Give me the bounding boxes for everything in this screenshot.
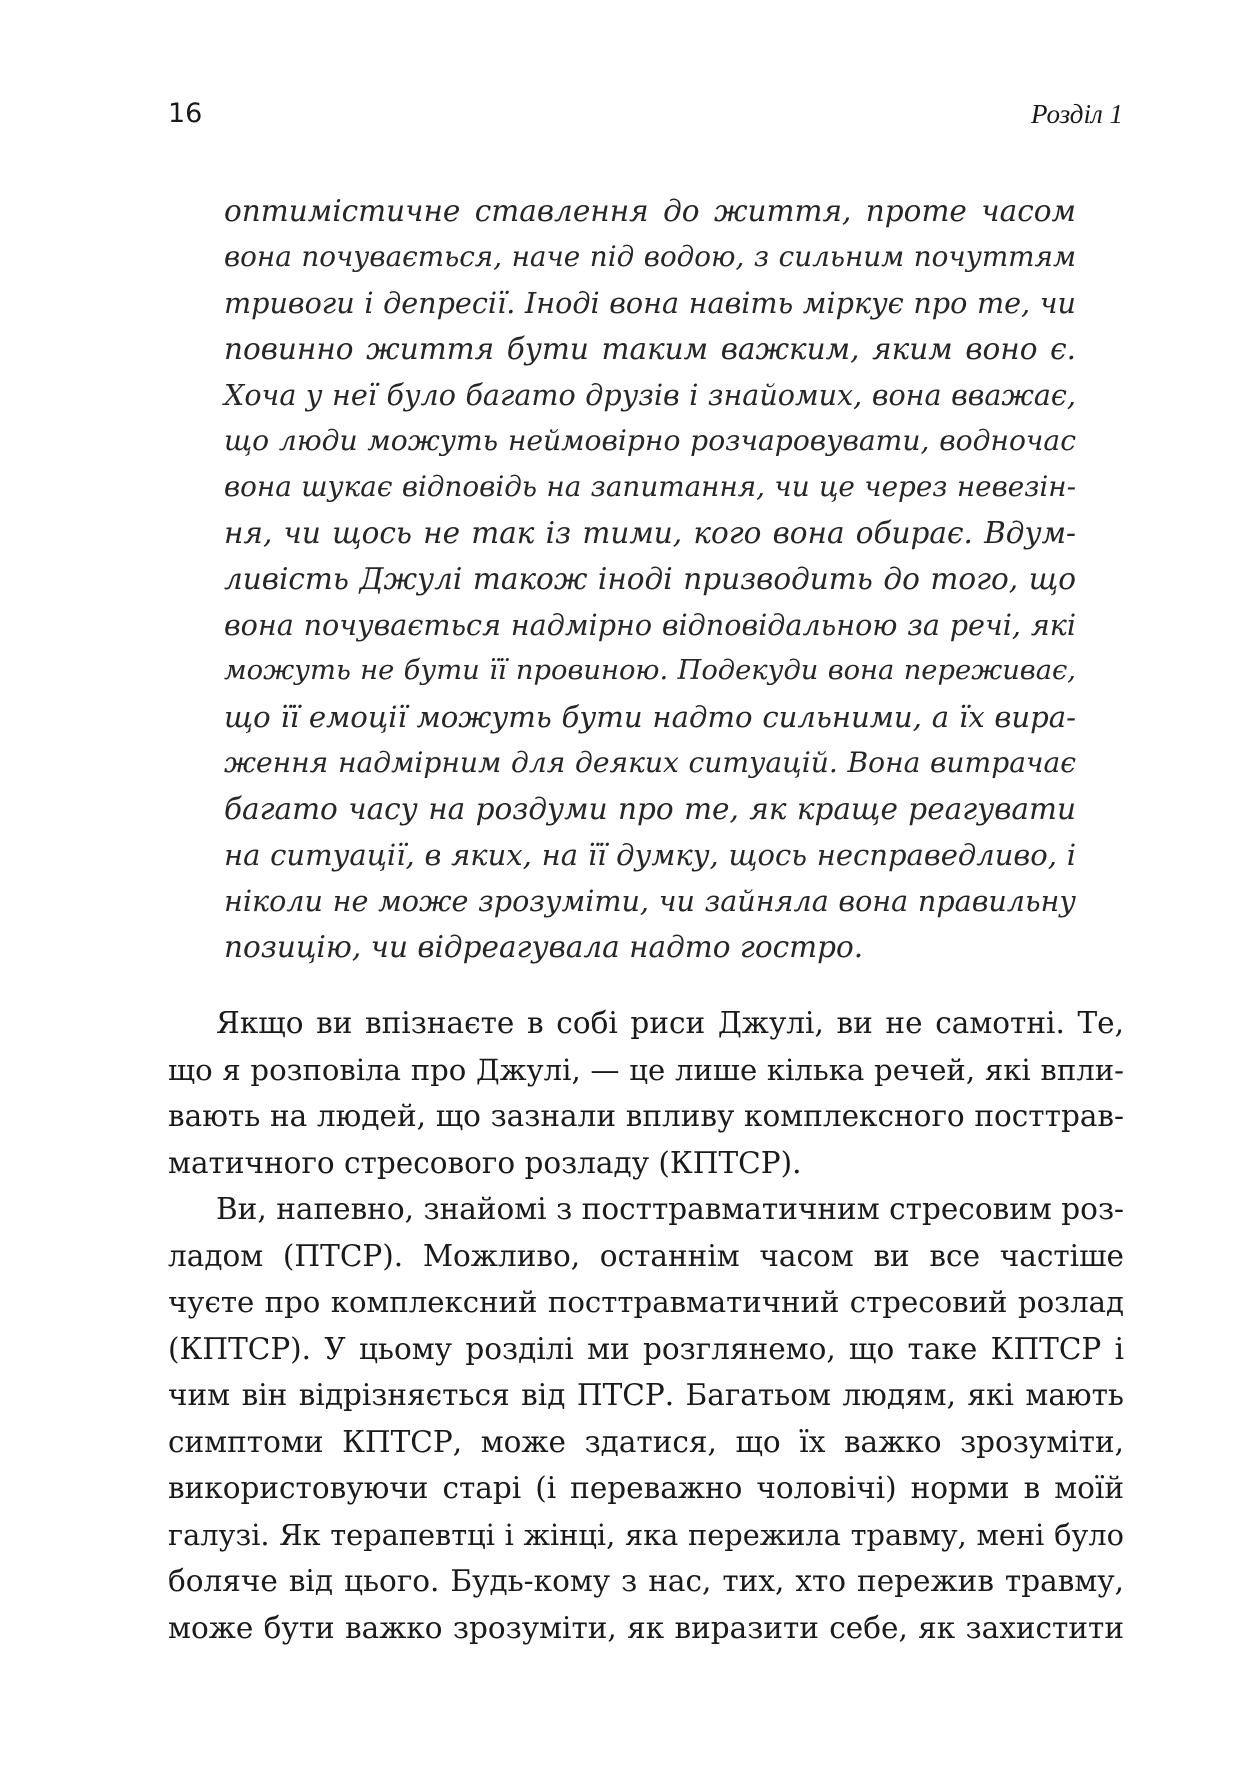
quote-line: вона шукає відповідь на запитання, чи це через невезін- <box>224 470 1076 503</box>
quote-line: ження надмірним для деяких ситуацій. Вона витрачає <box>224 746 1076 779</box>
body-line: Ви, напевно, знайомі з посттравматичним стресовим роз- <box>216 1192 1124 1226</box>
body-line: боляче від цього. Будь-кому з нас, тих, хто пережив травму, <box>168 1564 1124 1598</box>
quote-line: тривоги і депресії. Іноді вона навіть міркує про те, чи <box>224 286 1076 320</box>
quote-line: повинно життя бути таким важким, яким воно є. <box>224 332 1076 366</box>
quote-line: вона почувається, наче під водою, з сильним почуттям <box>224 240 1076 273</box>
body-text <box>168 1000 1124 1651</box>
running-head: Розділ 1 <box>1030 99 1123 129</box>
quote-block <box>224 188 1076 970</box>
body-line: чуєте про комплексний посттравматичний стресовий розлад <box>168 1285 1124 1319</box>
body-line: Якщо ви впізнаєте в собі риси Джулі, ви не самотні. Те, <box>216 1006 1124 1040</box>
body-line: використовуючи старі (і переважно чоловічі) норми в моїй <box>168 1471 1124 1505</box>
body-line: може бути важко зрозуміти, як виразити себе, як захистити <box>168 1610 1124 1645</box>
quote-line: ня, чи щось не так із тими, кого вона обирає. Вдум- <box>224 516 1076 550</box>
quote-line: Хоча у неї було багато друзів і знайомих, вона вважає, <box>224 378 1076 412</box>
quote-line: ніколи не може зрозуміти, чи зайняла вона правильну <box>224 884 1076 918</box>
body-line: (КПТСР). У цьому розділі ми розглянемо, що таке КПТСР і <box>168 1331 1124 1366</box>
paragraph-1 <box>168 1000 1124 1186</box>
body-line: ладом (ПТСР). Можливо, останнім часом ви все частіше <box>168 1238 1124 1273</box>
quote-line: позицію, чи відреагувала надто гостро. <box>224 930 864 964</box>
quote-line: оптимістичне ставлення до життя, проте часом <box>224 194 1076 228</box>
quote-line: ливість Джулі також іноді призводить до того, що <box>224 562 1076 596</box>
page-number: 16 <box>168 98 203 129</box>
quote-line: на ситуації, в яких, на її думку, щось несправедливо, і <box>224 838 1076 872</box>
body-line: матичного стресового розладу (КПТСР). <box>168 1145 802 1180</box>
quote-line: багато часу на роздуми про те, як краще реагувати <box>224 792 1076 826</box>
body-line: симптоми КПТСР, може здатися, що їх важко зрозуміти, <box>168 1424 1124 1459</box>
body-line: вають на людей, що зазнали впливу комплексного посттрав- <box>168 1099 1124 1133</box>
quote-line: що люди можуть неймовірно розчаровувати, водночас <box>224 424 1076 457</box>
quote-line: можуть не бути її провиною. Подекуди вона переживає, <box>224 655 1076 686</box>
quote-line: вона почувається надмірно відповідальною за речі, які <box>224 608 1076 642</box>
body-line: галузі. Як терапевтці і жінці, яка пережила травму, мені було <box>168 1517 1124 1552</box>
body-line: чим він відрізняється від ПТСР. Багатьом людям, які мають <box>168 1378 1124 1412</box>
body-line: що я розповіла про Джулі, — це лише кілька речей, які впли- <box>168 1052 1124 1087</box>
paragraph-2 <box>168 1186 1124 1651</box>
quote-line: що її емоції можуть бути надто сильними, а їх вира- <box>224 700 1076 734</box>
